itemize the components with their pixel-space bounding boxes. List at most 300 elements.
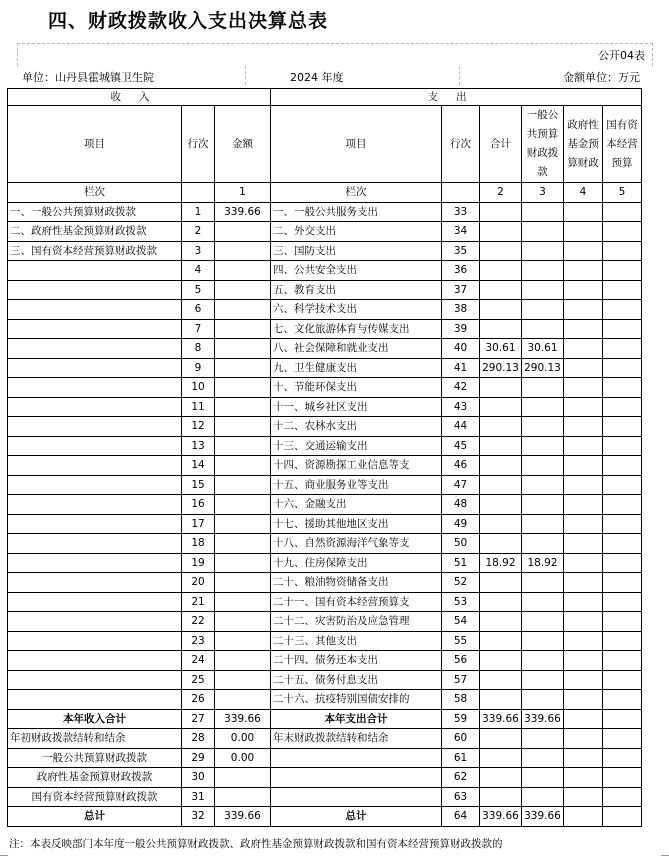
expense-item: 十五、商业服务业等支出 — [271, 475, 442, 495]
column-index: 4 — [564, 183, 603, 203]
table-row — [8, 397, 642, 417]
expense-gov-fund — [564, 592, 603, 612]
expense-state-capital — [603, 339, 642, 359]
income-amount — [215, 495, 271, 515]
income-item: 三、国有资本经营预算财政拨款 — [8, 241, 182, 261]
expense-general-budget — [522, 573, 564, 593]
table-row — [8, 436, 642, 456]
expense-state-capital — [603, 729, 642, 749]
expense-line-number: 39 — [442, 319, 480, 339]
expense-gov-fund — [564, 514, 603, 534]
income-line-number: 30 — [182, 768, 215, 788]
expense-item — [271, 787, 442, 807]
expense-item: 二十、粮油物资储备支出 — [271, 573, 442, 593]
income-year-total: 339.66 — [215, 709, 271, 729]
expense-gov-fund — [564, 475, 603, 495]
expense-gov-fund — [564, 690, 603, 710]
expense-general-budget — [522, 222, 564, 242]
expense-general-budget — [522, 631, 564, 651]
carryover-row — [8, 748, 642, 768]
column-header-row — [8, 106, 642, 183]
expense-general-budget: 339.66 — [522, 709, 564, 729]
table-row — [8, 358, 642, 378]
expense-general-budget — [522, 378, 564, 398]
expense-line-number: 41 — [442, 358, 480, 378]
expense-state-capital — [603, 319, 642, 339]
carryover-row — [8, 768, 642, 788]
expense-state-capital — [603, 495, 642, 515]
income-header: 收入 — [8, 89, 271, 106]
expense-item: 六、科学技术支出 — [271, 300, 442, 320]
expense-state-capital — [603, 690, 642, 710]
income-amount — [215, 612, 271, 632]
expense-year-total-label: 本年支出合计 — [271, 709, 442, 729]
expense-state-capital — [603, 202, 642, 222]
income-item — [8, 592, 182, 612]
expense-total — [480, 670, 522, 690]
expense-state-capital — [603, 787, 642, 807]
expense-gov-fund — [564, 670, 603, 690]
expense-line-header: 行次 — [442, 106, 480, 183]
expense-total — [480, 241, 522, 261]
income-line-number: 15 — [182, 475, 215, 495]
expense-general-budget — [522, 495, 564, 515]
page-title: 四、财政拨款收入支出决算总表 — [48, 10, 329, 32]
expense-general-budget: 18.92 — [522, 553, 564, 573]
income-item — [8, 339, 182, 359]
income-line-number: 29 — [182, 748, 215, 768]
expense-item: 十六、金融支出 — [271, 495, 442, 515]
expense-line-number: 55 — [442, 631, 480, 651]
income-line-number: 4 — [182, 261, 215, 281]
expense-line-number: 40 — [442, 339, 480, 359]
expense-state-capital — [603, 456, 642, 476]
expense-state-capital — [603, 417, 642, 437]
expense-state-capital — [603, 378, 642, 398]
expense-gov-fund — [564, 378, 603, 398]
table-row — [8, 670, 642, 690]
expense-line-number: 35 — [442, 241, 480, 261]
table-row — [8, 417, 642, 437]
expense-gov-fund — [564, 495, 603, 515]
expense-state-capital — [603, 612, 642, 632]
unit-name: 单位：山丹县霍城镇卫生院 — [22, 71, 154, 84]
expense-gov-fund — [564, 319, 603, 339]
report-year: 2024 年度 — [290, 71, 344, 84]
expense-item: 五、教育支出 — [271, 280, 442, 300]
income-amount — [215, 358, 271, 378]
income-line-number: 9 — [182, 358, 215, 378]
expense-line-number: 62 — [442, 768, 480, 788]
expense-total — [480, 651, 522, 671]
expense-gov-fund — [564, 261, 603, 281]
expense-total: 18.92 — [480, 553, 522, 573]
income-item — [8, 612, 182, 632]
table-row — [8, 495, 642, 515]
expense-general-budget — [522, 592, 564, 612]
expense-state-capital — [603, 573, 642, 593]
crop-mark — [661, 855, 669, 856]
income-amount — [215, 514, 271, 534]
expense-general-budget — [522, 534, 564, 554]
expense-general-budget — [522, 787, 564, 807]
income-line-number: 13 — [182, 436, 215, 456]
income-item — [8, 553, 182, 573]
expense-gov-fund — [564, 709, 603, 729]
income-amount — [215, 553, 271, 573]
expense-total — [480, 319, 522, 339]
income-grand-total: 339.66 — [215, 807, 271, 827]
income-line-number: 14 — [182, 456, 215, 476]
expense-state-capital — [603, 436, 642, 456]
income-item — [8, 495, 182, 515]
income-amount — [215, 417, 271, 437]
expense-general-budget: 290.13 — [522, 358, 564, 378]
income-amount — [215, 456, 271, 476]
income-amount — [215, 768, 271, 788]
table-row — [8, 592, 642, 612]
income-line-number: 3 — [182, 241, 215, 261]
expense-gov-fund — [564, 651, 603, 671]
income-amount — [215, 222, 271, 242]
expense-line-number: 37 — [442, 280, 480, 300]
table-row — [8, 280, 642, 300]
expense-gov-fund — [564, 573, 603, 593]
expense-item: 二十四、债务还本支出 — [271, 651, 442, 671]
expense-line-number: 46 — [442, 456, 480, 476]
section-header-row — [8, 89, 642, 106]
expense-general-budget — [522, 417, 564, 437]
income-item: 一、一般公共预算财政拨款 — [8, 202, 182, 222]
table-row — [8, 456, 642, 476]
expense-general-budget — [522, 729, 564, 749]
year-total-row — [8, 709, 642, 729]
table-row — [8, 202, 642, 222]
expense-gov-fund — [564, 280, 603, 300]
income-item — [8, 397, 182, 417]
income-line-number: 24 — [182, 651, 215, 671]
income-line-number: 25 — [182, 670, 215, 690]
expense-header: 支出 — [271, 89, 642, 106]
income-line-number: 10 — [182, 378, 215, 398]
expense-gov-fund — [564, 417, 603, 437]
column-index: 5 — [603, 183, 642, 203]
expense-item: 三、国防支出 — [271, 241, 442, 261]
expense-general-budget — [522, 651, 564, 671]
expense-total — [480, 202, 522, 222]
grand-total-row — [8, 807, 642, 827]
general-budget-header: 一般公共预算财政拨款 — [522, 106, 564, 183]
expense-state-capital — [603, 807, 642, 827]
expense-line-number: 49 — [442, 514, 480, 534]
expense-item-header: 项目 — [271, 106, 442, 183]
expense-total: 290.13 — [480, 358, 522, 378]
expense-item: 十二、农林水支出 — [271, 417, 442, 437]
expense-total — [480, 768, 522, 788]
column-index-row — [8, 183, 642, 203]
expense-item: 七、文化旅游体育与传媒支出 — [271, 319, 442, 339]
expense-line-number: 59 — [442, 709, 480, 729]
expense-total: 30.61 — [480, 339, 522, 359]
income-item — [8, 475, 182, 495]
expense-item: 十七、援助其他地区支出 — [271, 514, 442, 534]
expense-general-budget — [522, 300, 564, 320]
expense-line-number: 56 — [442, 651, 480, 671]
income-line-number: 11 — [182, 397, 215, 417]
income-item — [8, 651, 182, 671]
expense-gov-fund — [564, 807, 603, 827]
table-row — [8, 319, 642, 339]
expense-total — [480, 631, 522, 651]
expense-general-budget — [522, 280, 564, 300]
expense-general-budget — [522, 397, 564, 417]
expense-line-number: 45 — [442, 436, 480, 456]
table-row — [8, 553, 642, 573]
income-line-number: 22 — [182, 612, 215, 632]
expense-item — [271, 768, 442, 788]
expense-total — [480, 787, 522, 807]
expense-gov-fund — [564, 456, 603, 476]
expense-gov-fund — [564, 300, 603, 320]
expense-line-number: 60 — [442, 729, 480, 749]
expense-line-number: 63 — [442, 787, 480, 807]
income-line-number: 18 — [182, 534, 215, 554]
expense-gov-fund — [564, 397, 603, 417]
expense-total: 339.66 — [480, 709, 522, 729]
expense-item: 二十五、债务付息支出 — [271, 670, 442, 690]
currency-unit: 金额单位：万元 — [563, 71, 640, 84]
income-line-number: 26 — [182, 690, 215, 710]
income-grand-total-label: 总计 — [8, 807, 182, 827]
expense-line-number: 57 — [442, 670, 480, 690]
form-code: 公开04表 — [598, 49, 645, 62]
table-row — [8, 534, 642, 554]
carryover-row — [8, 729, 642, 749]
expense-total — [480, 280, 522, 300]
column-index: 3 — [522, 183, 564, 203]
expense-line-number: 50 — [442, 534, 480, 554]
income-line-number: 7 — [182, 319, 215, 339]
income-line-number: 23 — [182, 631, 215, 651]
income-item: 年初财政拨款结转和结余 — [8, 729, 182, 749]
expense-total — [480, 592, 522, 612]
expense-gov-fund — [564, 612, 603, 632]
crop-mark — [0, 855, 8, 856]
column-index: 1 — [215, 183, 271, 203]
income-line-number: 31 — [182, 787, 215, 807]
expense-state-capital — [603, 261, 642, 281]
income-line-number: 6 — [182, 300, 215, 320]
table-row — [8, 573, 642, 593]
expense-item: 二十一、国有资本经营预算支 — [271, 592, 442, 612]
expense-line-number: 53 — [442, 592, 480, 612]
expense-line-number: 61 — [442, 748, 480, 768]
income-amount — [215, 475, 271, 495]
table-row — [8, 300, 642, 320]
expense-line-number: 43 — [442, 397, 480, 417]
income-line-number: 28 — [182, 729, 215, 749]
income-line-number: 5 — [182, 280, 215, 300]
expense-general-budget — [522, 670, 564, 690]
expense-state-capital — [603, 651, 642, 671]
expense-item: 八、社会保障和就业支出 — [271, 339, 442, 359]
expense-gov-fund — [564, 631, 603, 651]
income-amount — [215, 397, 271, 417]
expense-total: 339.66 — [480, 807, 522, 827]
expense-total — [480, 729, 522, 749]
expense-item: 十九、住房保障支出 — [271, 553, 442, 573]
expense-total — [480, 436, 522, 456]
expense-item: 二十六、抗疫特别国债安排的 — [271, 690, 442, 710]
table-row — [8, 241, 642, 261]
expense-state-capital — [603, 475, 642, 495]
expense-item: 十八、自然资源海洋气象等支 — [271, 534, 442, 554]
expense-gov-fund — [564, 358, 603, 378]
table-row — [8, 631, 642, 651]
expense-gov-fund — [564, 553, 603, 573]
income-line-number: 27 — [182, 709, 215, 729]
expense-total — [480, 612, 522, 632]
income-item — [8, 631, 182, 651]
expense-item: 十四、资源勘探工业信息等支 — [271, 456, 442, 476]
income-line-number: 19 — [182, 553, 215, 573]
income-item-header: 项目 — [8, 106, 182, 183]
income-item — [8, 436, 182, 456]
expense-item — [271, 748, 442, 768]
expense-state-capital — [603, 222, 642, 242]
table-row — [8, 378, 642, 398]
expense-gov-fund — [564, 436, 603, 456]
expense-total — [480, 222, 522, 242]
income-amount — [215, 436, 271, 456]
expense-gov-fund — [564, 787, 603, 807]
expense-line-number: 58 — [442, 690, 480, 710]
income-amount: 0.00 — [215, 748, 271, 768]
income-amount — [215, 592, 271, 612]
income-amount — [215, 261, 271, 281]
table-row — [8, 475, 642, 495]
budget-table — [7, 88, 642, 827]
income-item — [8, 358, 182, 378]
state-capital-header: 国有资本经营预算 — [603, 106, 642, 183]
income-amount — [215, 573, 271, 593]
expense-item: 十一、城乡社区支出 — [271, 397, 442, 417]
income-line-number: 12 — [182, 417, 215, 437]
income-amount — [215, 670, 271, 690]
income-item — [8, 534, 182, 554]
expense-gov-fund — [564, 202, 603, 222]
income-line-number: 17 — [182, 514, 215, 534]
expense-general-budget — [522, 612, 564, 632]
expense-line-number: 34 — [442, 222, 480, 242]
expense-total — [480, 534, 522, 554]
expense-total — [480, 300, 522, 320]
divider — [459, 66, 460, 85]
expense-state-capital — [603, 709, 642, 729]
expense-line-number: 33 — [442, 202, 480, 222]
table-row — [8, 612, 642, 632]
income-item — [8, 378, 182, 398]
expense-item: 年末财政拨款结转和结余 — [271, 729, 442, 749]
expense-state-capital — [603, 514, 642, 534]
income-item — [8, 417, 182, 437]
expense-general-budget — [522, 319, 564, 339]
income-amount: 339.66 — [215, 202, 271, 222]
expense-general-budget — [522, 748, 564, 768]
column-index: 2 — [480, 183, 522, 203]
expense-total — [480, 456, 522, 476]
gov-fund-header: 政府性基金预算财政 — [564, 106, 603, 183]
expense-total — [480, 475, 522, 495]
expense-item: 十三、交通运输支出 — [271, 436, 442, 456]
expense-state-capital — [603, 280, 642, 300]
expense-general-budget — [522, 202, 564, 222]
header-frame — [17, 43, 653, 66]
income-item — [8, 280, 182, 300]
expense-state-capital — [603, 592, 642, 612]
income-item — [8, 261, 182, 281]
income-amount — [215, 241, 271, 261]
expense-general-budget — [522, 475, 564, 495]
expense-gov-fund — [564, 729, 603, 749]
expense-line-number: 54 — [442, 612, 480, 632]
expense-line-number: 52 — [442, 573, 480, 593]
expense-state-capital — [603, 553, 642, 573]
expense-general-budget: 30.61 — [522, 339, 564, 359]
expense-general-budget — [522, 241, 564, 261]
income-item — [8, 300, 182, 320]
income-item — [8, 319, 182, 339]
income-item — [8, 573, 182, 593]
carryover-row — [8, 787, 642, 807]
income-amount — [215, 319, 271, 339]
expense-gov-fund — [564, 241, 603, 261]
table-row — [8, 339, 642, 359]
income-item — [8, 456, 182, 476]
table-row — [8, 261, 642, 281]
income-item — [8, 690, 182, 710]
total-header: 合计 — [480, 106, 522, 183]
expense-gov-fund — [564, 339, 603, 359]
income-amount — [215, 378, 271, 398]
column-label: 栏次 — [8, 183, 182, 203]
table-row — [8, 514, 642, 534]
expense-line-number: 36 — [442, 261, 480, 281]
expense-state-capital — [603, 241, 642, 261]
expense-item: 四、公共安全支出 — [271, 261, 442, 281]
divider — [245, 66, 246, 85]
expense-gov-fund — [564, 748, 603, 768]
income-year-total-label: 本年收入合计 — [8, 709, 182, 729]
expense-item: 十、节能环保支出 — [271, 378, 442, 398]
income-line-number: 16 — [182, 495, 215, 515]
income-amount — [215, 300, 271, 320]
column-label: 栏次 — [271, 183, 442, 203]
income-amount — [215, 534, 271, 554]
income-line-header: 行次 — [182, 106, 215, 183]
income-line-number: 1 — [182, 202, 215, 222]
expense-line-number: 44 — [442, 417, 480, 437]
expense-total — [480, 514, 522, 534]
expense-gov-fund — [564, 222, 603, 242]
income-item: 国有资本经营预算财政拨款 — [8, 787, 182, 807]
expense-state-capital — [603, 300, 642, 320]
expense-state-capital — [603, 534, 642, 554]
expense-line-number: 51 — [442, 553, 480, 573]
income-line-number: 21 — [182, 592, 215, 612]
expense-total — [480, 378, 522, 398]
expense-item: 二十三、其他支出 — [271, 631, 442, 651]
